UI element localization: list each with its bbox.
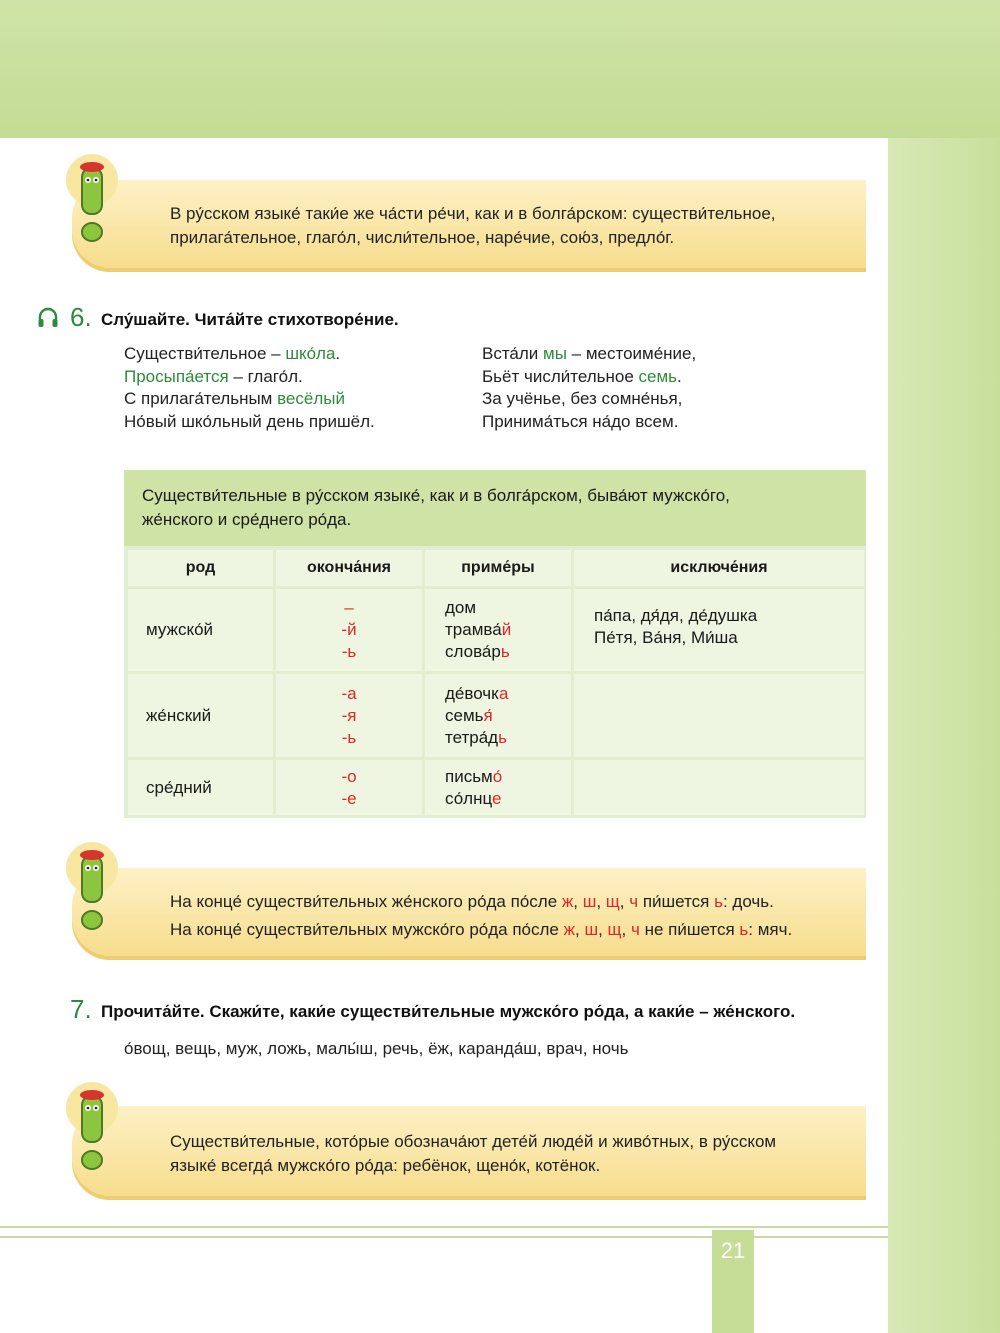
poem-line <box>124 388 345 410</box>
word-stem: тетра́д <box>445 727 499 747</box>
poem-text: . <box>677 366 682 386</box>
exercise-title: Прочита́йте. Скажи́те, каки́е существи́тельные мужско́го ро́да, а каки́е – же́нского. <box>101 1002 796 1021</box>
poem-text: Но́вый шко́льный день пришёл. <box>124 411 375 431</box>
example-word <box>445 597 511 619</box>
endings <box>276 766 422 810</box>
separator: , <box>574 920 585 939</box>
right-band <box>888 138 1000 1333</box>
note-example: : мяч. <box>748 920 793 939</box>
note-text-run: На конце́ существи́тельных же́нского ро́да по́сле <box>170 892 562 911</box>
word-stem: семь <box>445 705 484 725</box>
soft-sign: ь <box>714 892 723 911</box>
consonant: ш <box>582 892 597 911</box>
note-example: : дочь. <box>722 892 774 911</box>
word-ending: й <box>501 620 512 639</box>
exercise-number: 6. <box>70 302 92 332</box>
consonant: ж <box>561 892 574 911</box>
poem-highlight: семь <box>638 366 678 386</box>
example-word <box>445 683 508 705</box>
note-line: Существи́тельные, кото́рые обознача́ют дете́й люде́й и живо́тных, в ру́сском <box>170 1132 777 1151</box>
poem-text: . <box>335 344 341 363</box>
word-ending: о́ <box>492 766 503 786</box>
consonant: ш <box>584 920 599 939</box>
gender-label: сре́дний <box>146 777 212 797</box>
note-text <box>170 888 848 944</box>
consonant: щ <box>605 892 620 911</box>
rule-note-parts-of-speech <box>72 180 866 272</box>
gender-label: же́нский <box>146 705 212 725</box>
page-number: 21 <box>720 1238 746 1263</box>
example-word <box>445 705 508 727</box>
consonant: ч <box>630 920 640 939</box>
separator: , <box>596 892 606 911</box>
exercise-words: о́вощ, вещь, муж, ложь, малы́ш, речь, ёж, каранда́ш, врач, ночь <box>124 1039 629 1058</box>
endings <box>276 597 422 663</box>
intro-line: же́нского и сре́днего ро́да. <box>142 510 352 529</box>
ending: -е <box>341 788 357 808</box>
exercise-title: Слу́шайте. Чита́йте стихотворе́ние. <box>101 310 399 329</box>
poem-text: С прилага́тельным <box>124 389 278 408</box>
poem-text: – местоиме́ние, <box>566 344 697 363</box>
word-stem: де́вочк <box>445 683 499 703</box>
exception-line: Пе́тя, Ва́ня, Ми́ша <box>594 628 738 647</box>
separator: , <box>619 892 630 911</box>
ending: -ь <box>341 642 357 661</box>
note-line: языке́ всегда́ мужско́го ро́да: ребёнок, щено́к, котёнок. <box>170 1156 601 1175</box>
exclamation-mascot-icon <box>64 154 120 250</box>
poem-line <box>482 388 682 410</box>
poem-text: – глаго́л. <box>228 366 303 386</box>
table-header: приме́ры <box>425 550 571 586</box>
example-word <box>445 641 511 663</box>
note-text-run: пи́шется <box>638 892 715 911</box>
ending: – <box>344 598 354 617</box>
ending: -й <box>341 620 357 639</box>
table-header: род <box>128 550 273 586</box>
table-intro-text <box>142 484 846 532</box>
ending: -о <box>341 766 357 786</box>
poem-line <box>124 343 340 365</box>
separator: , <box>573 892 583 911</box>
note-line: прилага́тельное, глаго́л, числи́тельное, наре́чие, сою́з, предло́г. <box>170 228 675 247</box>
poem-text: Существи́тельное – <box>124 344 286 363</box>
example-word <box>445 619 511 641</box>
examples <box>445 766 502 810</box>
poem-text: Бьёт числи́тельное <box>482 366 639 386</box>
gender-label: мужско́й <box>146 620 214 639</box>
table-cell <box>574 674 864 757</box>
table-header: исключе́ния <box>574 550 864 586</box>
exclamation-mascot-icon <box>64 842 120 938</box>
bottom-divider <box>0 1226 888 1238</box>
word-ending: а <box>498 683 509 703</box>
poem-line <box>124 366 303 388</box>
headphones-icon[interactable] <box>36 306 60 330</box>
note-line: В ру́сском языке́ таки́е же ча́сти ре́чи, как и в болга́рском: существи́тельное, <box>170 204 776 223</box>
exception-line: па́па, дя́дя, де́душка <box>594 606 758 625</box>
note-text-run: На конце́ существи́тельных мужско́го ро́да по́сле <box>170 920 564 939</box>
note-line <box>170 916 848 944</box>
example-word <box>445 727 508 749</box>
note-text-run: не пи́шется <box>639 920 740 939</box>
word-ending: ь <box>498 727 507 747</box>
rule-note-animate-nouns <box>72 1106 866 1200</box>
ending: -а <box>341 683 357 703</box>
intro-line: Существи́тельные в ру́сском языке́, как и в болга́рском, быва́ют мужско́го, <box>142 486 730 505</box>
word-stem: дом <box>445 598 477 617</box>
table-intro <box>124 470 866 546</box>
table-cell <box>574 760 864 815</box>
consonant: щ <box>607 920 622 939</box>
note-text <box>170 1130 848 1178</box>
note-line <box>170 888 848 916</box>
separator: , <box>598 920 608 939</box>
exceptions <box>594 605 757 649</box>
ending: -ь <box>341 727 357 747</box>
soft-sign: ь <box>739 920 749 939</box>
word-stem: слова́р <box>445 642 501 661</box>
consonant: ж <box>563 920 575 939</box>
poem-line <box>482 411 678 433</box>
table-header: оконча́ния <box>276 550 422 586</box>
poem-line <box>482 343 696 365</box>
word-stem: со́лнц <box>445 788 492 808</box>
poem-highlight: Просыпа́ется <box>124 366 229 386</box>
examples <box>445 683 508 749</box>
poem-line <box>124 411 375 433</box>
top-band <box>0 0 1000 138</box>
exercise-number: 7. <box>70 994 92 1024</box>
examples <box>445 597 511 663</box>
example-word <box>445 788 502 810</box>
example-word <box>445 766 502 788</box>
ending: -я <box>341 705 357 725</box>
word-stem: письм <box>445 766 493 786</box>
poem-text: За учёнье, без сомне́нья, <box>482 389 683 408</box>
word-stem: трамва́ <box>445 620 502 639</box>
note-text <box>170 202 848 250</box>
poem-text: Вста́ли <box>482 344 544 363</box>
poem-highlight: весёлый <box>277 389 345 408</box>
consonant: ч <box>629 892 639 911</box>
word-ending: ь <box>500 642 510 661</box>
exclamation-mascot-icon <box>64 1082 120 1178</box>
separator: , <box>621 920 631 939</box>
word-ending: е <box>492 788 502 808</box>
poem-highlight: мы <box>543 344 567 363</box>
rule-note-soft-sign <box>72 868 866 960</box>
word-ending: я́ <box>483 705 493 725</box>
poem-highlight: шко́ла <box>285 344 336 363</box>
poem-text: Принима́ться на́до всем. <box>482 411 679 431</box>
endings <box>276 683 422 749</box>
poem-line <box>482 366 682 388</box>
